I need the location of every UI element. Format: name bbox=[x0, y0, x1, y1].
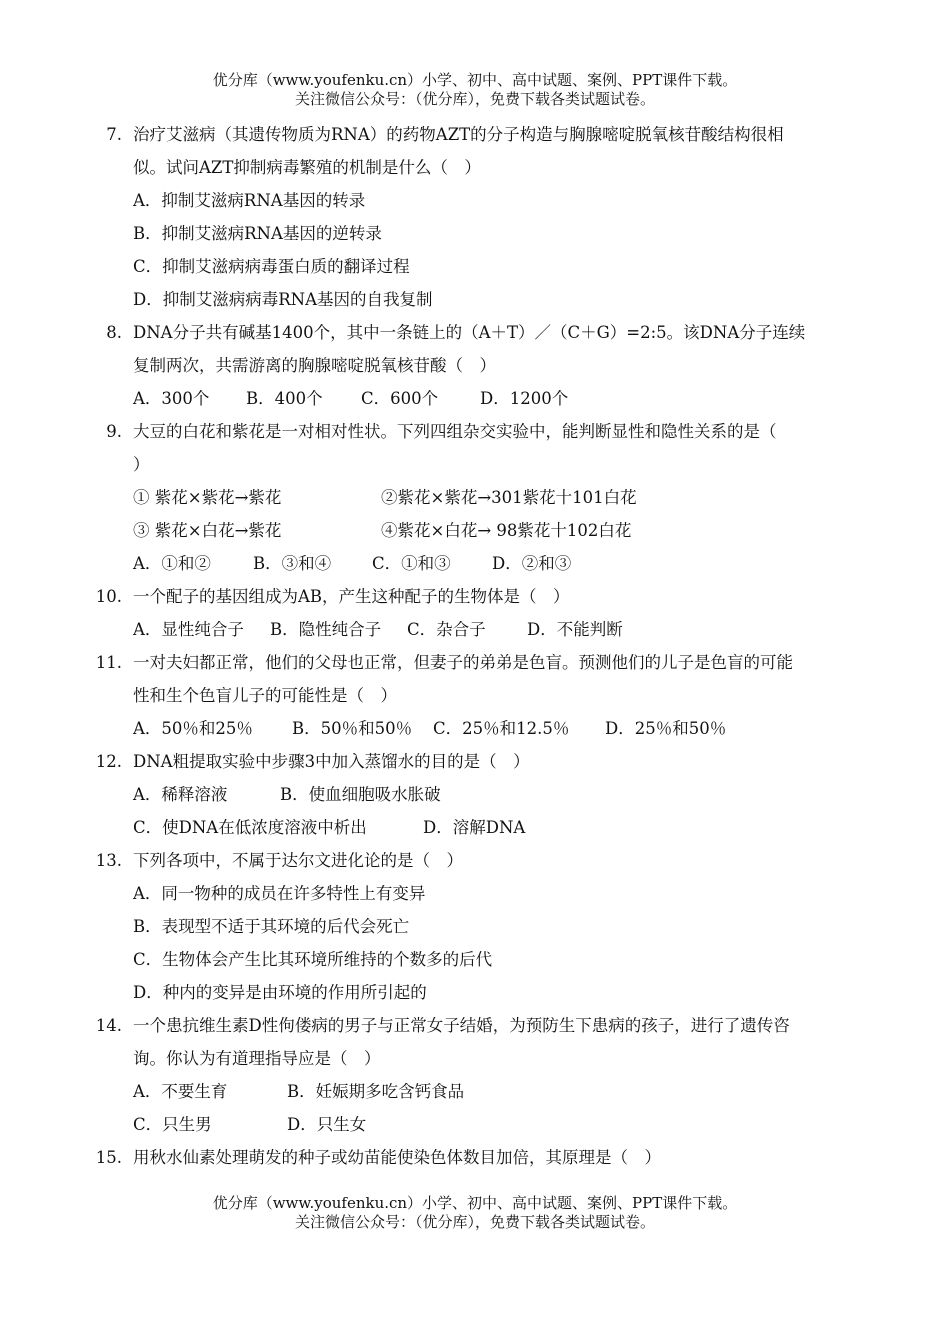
header-line-2: 关注微信公众号：（优分库），免费下载各类试题试卷。 bbox=[294, 90, 655, 108]
question-12-option-b: B．使血细胞吸水胀破 bbox=[280, 785, 441, 804]
question-15-stem: 用秋水仙素处理萌发的种子或幼苗能使染色体数目加倍，其原理是（ ） bbox=[133, 1148, 661, 1167]
question-12-option-a: A．稀释溶液 bbox=[133, 785, 228, 804]
question-14-stem: 一个患抗维生素D性佝偻病的男子与正常女子结婚，为预防生下患病的孩子，进行了遗传咨 bbox=[133, 1016, 790, 1035]
question-9-cross-2: ②紫花×紫花→301紫花十101白花 bbox=[381, 488, 637, 507]
question-10-option-c: C．杂合子 bbox=[407, 620, 486, 639]
question-10-option-b: B．隐性纯合子 bbox=[270, 620, 382, 639]
question-7-stem-cont: 似。试问AZT抑制病毒繁殖的机制是什么（ ） bbox=[133, 158, 481, 177]
question-9-number: 9. bbox=[106, 422, 122, 441]
question-11-option-d: D．25％和50％ bbox=[605, 719, 727, 738]
question-13-number: 13. bbox=[95, 851, 122, 870]
page-footer bbox=[0, 1194, 950, 1232]
question-7-stem: 治疗艾滋病（其遗传物质为RNA）的药物AZT的分子构造与胸腺嘧啶脱氧核苷酸结构很相 bbox=[133, 125, 784, 144]
question-10-stem: 一个配子的基因组成为AB，产生这种配子的生物体是（ ） bbox=[133, 587, 570, 606]
question-11-stem-cont: 性和生个色盲儿子的可能性是（ ） bbox=[133, 686, 397, 705]
question-8-option-d: D．1200个 bbox=[480, 389, 569, 408]
question-13-option-c: C．生物体会产生比其环境所维持的个数多的后代 bbox=[133, 950, 493, 969]
question-14-stem-cont: 询。你认为有道理指导应是（ ） bbox=[133, 1049, 381, 1068]
question-8-option-b: B．400个 bbox=[246, 389, 323, 408]
question-14-number: 14. bbox=[95, 1016, 122, 1035]
question-9-stem-cont: ） bbox=[133, 455, 150, 474]
question-9-cross-3: ③ 紫花×白花→紫花 bbox=[133, 521, 282, 540]
question-8-number: 8. bbox=[106, 323, 122, 342]
question-9-cross-1: ① 紫花×紫花→紫花 bbox=[133, 488, 282, 507]
question-14-option-b: B．妊娠期多吃含钙食品 bbox=[287, 1082, 465, 1101]
question-9-option-a: A．①和② bbox=[133, 554, 211, 573]
question-9-stem: 大豆的白花和紫花是一对相对性状。下列四组杂交实验中，能判断显性和隐性关系的是（ bbox=[133, 422, 777, 441]
question-10-number: 10. bbox=[95, 587, 122, 606]
question-11-option-b: B．50％和50％ bbox=[292, 719, 413, 738]
question-14-option-a: A．不要生育 bbox=[133, 1082, 228, 1101]
question-8-option-a: A．300个 bbox=[133, 389, 210, 408]
question-12-number: 12. bbox=[95, 752, 122, 771]
question-9-option-d: D．②和③ bbox=[492, 554, 572, 573]
question-11-option-c: C．25％和12.5％ bbox=[433, 719, 570, 738]
question-12-stem: DNA粗提取实验中步骤3中加入蒸馏水的目的是（ ） bbox=[133, 752, 530, 771]
question-11-stem: 一对夫妇都正常，他们的父母也正常，但妻子的弟弟是色盲。预测他们的儿子是色盲的可能 bbox=[133, 653, 793, 672]
question-14-option-d: D．只生女 bbox=[287, 1115, 367, 1134]
question-13-stem: 下列各项中，不属于达尔文进化论的是（ ） bbox=[133, 851, 463, 870]
question-15-number: 15. bbox=[95, 1148, 122, 1167]
question-7-option-a: A．抑制艾滋病RNA基因的转录 bbox=[133, 191, 366, 210]
question-9-cross-4: ④紫花×白花→ 98紫花十102白花 bbox=[381, 521, 632, 540]
question-10-option-a: A．显性纯合子 bbox=[133, 620, 244, 639]
question-11-option-a: A．50％和25％ bbox=[133, 719, 253, 738]
question-8-stem-cont: 复制两次，共需游离的胸腺嘧啶脱氧核苷酸（ ） bbox=[133, 356, 496, 375]
question-12-option-d: D．溶解DNA bbox=[423, 818, 526, 837]
question-14-option-c: C．只生男 bbox=[133, 1115, 212, 1134]
question-7-option-d: D．抑制艾滋病病毒RNA基因的自我复制 bbox=[133, 290, 433, 309]
question-12-option-c: C．使DNA在低浓度溶液中析出 bbox=[133, 818, 367, 837]
question-7-option-b: B．抑制艾滋病RNA基因的逆转录 bbox=[133, 224, 382, 243]
question-13-option-b: B．表现型不适于其环境的后代会死亡 bbox=[133, 917, 410, 936]
question-9-option-c: C．①和③ bbox=[372, 554, 451, 573]
page-header bbox=[0, 71, 950, 109]
header-line-1: 优分库（www.youfenku.cn）小学、初中、高中试题、案例、PPT课件下载。 bbox=[212, 71, 738, 89]
footer-line-2: 关注微信公众号：（优分库），免费下载各类试题试卷。 bbox=[294, 1213, 655, 1231]
question-8-stem: DNA分子共有碱基1400个，其中一条链上的（A＋T）／（C＋G）=2:5。该DNA分子连续 bbox=[133, 323, 806, 342]
question-9-option-b: B．③和④ bbox=[253, 554, 332, 573]
question-7-number: 7. bbox=[106, 125, 122, 144]
footer-line-1: 优分库（www.youfenku.cn）小学、初中、高中试题、案例、PPT课件下载。 bbox=[212, 1194, 738, 1212]
question-11-number: 11. bbox=[95, 653, 122, 672]
question-13-option-a: A．同一物种的成员在许多特性上有变异 bbox=[133, 884, 426, 903]
question-7-option-c: C．抑制艾滋病病毒蛋白质的翻译过程 bbox=[133, 257, 410, 276]
question-8-option-c: C．600个 bbox=[361, 389, 439, 408]
question-13-option-d: D．种内的变异是由环境的作用所引起的 bbox=[133, 983, 427, 1002]
question-10-option-d: D．不能判断 bbox=[527, 620, 623, 639]
